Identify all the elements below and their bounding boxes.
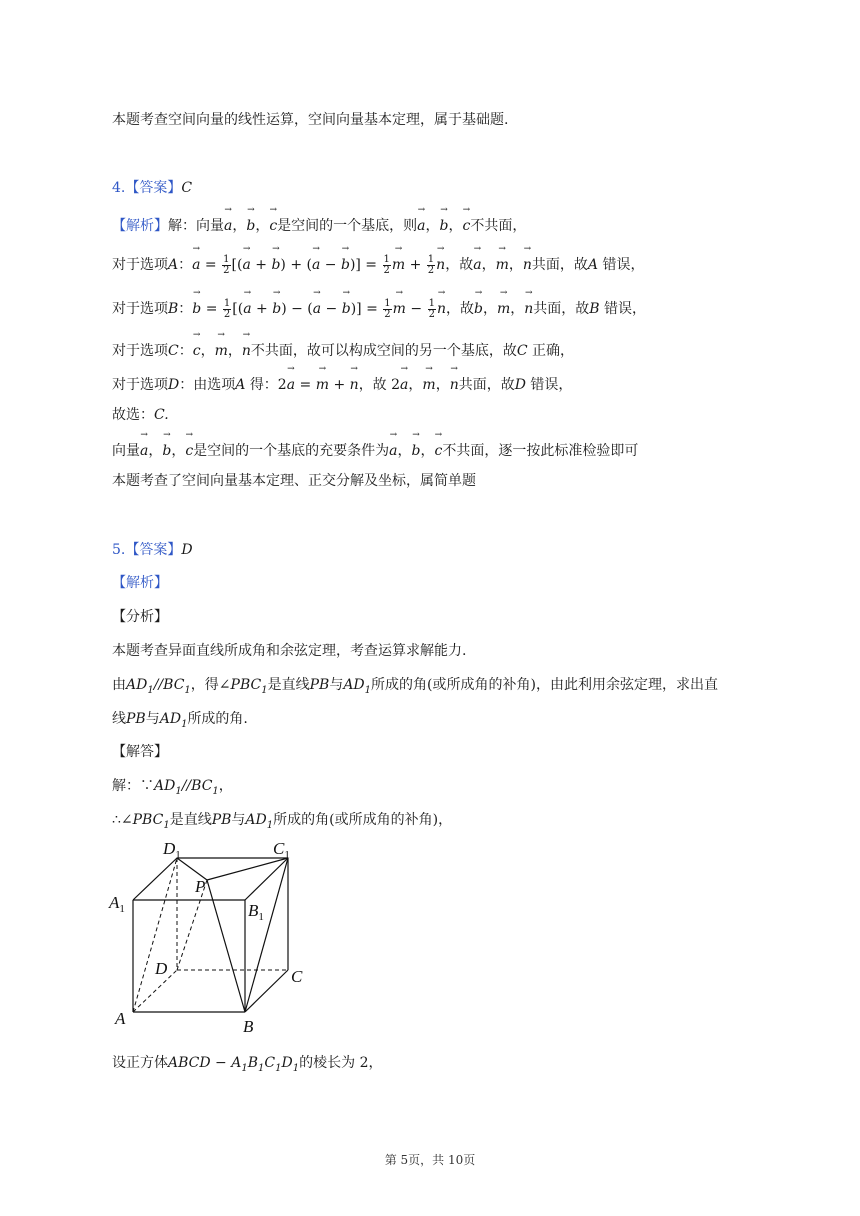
text: 对于选项 bbox=[112, 301, 168, 317]
text: 错误， bbox=[530, 377, 573, 393]
q4-answer-tag: 【答案】 bbox=[125, 180, 182, 196]
q5-jieda-tag: 【解答】 bbox=[112, 744, 168, 760]
text: 是空间的一个基底的充要条件为 bbox=[193, 443, 390, 459]
label-c: C bbox=[291, 967, 303, 986]
q5-line2: 线PB与$AD_1$所成的角. bbox=[112, 711, 248, 730]
label-p: P bbox=[195, 877, 206, 896]
text: A bbox=[168, 257, 179, 273]
text: C bbox=[168, 343, 179, 359]
label-c1: $C_1$ bbox=[273, 839, 290, 861]
text: 不共面，故可以构成空间的另一个基底，故 bbox=[250, 343, 517, 359]
q5-answer: D bbox=[181, 542, 193, 558]
q5-line1: 由$AD_1//BC_1$，得$\angle PBC_1$是直线PB与$AD_1$所成的角(或所成角的补角)，由此利用余弦定理，求出直 bbox=[112, 677, 718, 696]
text: ：由选项 bbox=[179, 377, 236, 393]
label-d1: $D_1$ bbox=[163, 839, 181, 861]
q5-last-line: 设正方体ABCD − $A_1B_1C_1D_1$的棱长为 2， bbox=[112, 1055, 383, 1074]
q5-number: 5. bbox=[112, 542, 126, 558]
text: B bbox=[168, 301, 179, 317]
text: 线 bbox=[112, 711, 126, 727]
text: 解：∵ bbox=[112, 778, 154, 794]
label-b: B bbox=[243, 1017, 254, 1036]
q4-analysis-intro: 【解析】解：向量→ a，→ b，→ c是空间的一个基底，则→ a，→ b，→ c不共面， bbox=[112, 212, 526, 236]
q5-answer-line bbox=[112, 540, 193, 560]
segment-bc1 bbox=[245, 858, 288, 1012]
text: ，得∠ bbox=[190, 677, 231, 693]
q4-option-d: 对于选项D：由选项A 得：2→ a = → m + → n，故 2→ a，→ m，→ n共面，故D 错误， bbox=[112, 371, 572, 395]
text: 与 bbox=[329, 677, 344, 693]
text: 共面，故 bbox=[533, 301, 590, 317]
text: B bbox=[589, 301, 600, 317]
q4-option-a: 对于选项A：→ a = $\frac{1}{2}$ [(→ a + → b) + (→ a − → b)] = $\frac{1}{2}$ → m + $\frac{1}{2}$ → n，故→ a，→ m，→ n共面，故A 错误， bbox=[112, 251, 644, 276]
text: 由 bbox=[112, 677, 126, 693]
text: C bbox=[516, 343, 528, 359]
text: 是直线 bbox=[267, 677, 310, 693]
text: D bbox=[168, 377, 180, 393]
text: 的棱长为 2， bbox=[299, 1055, 383, 1071]
q4-selection bbox=[112, 405, 169, 425]
text: 设正方体 bbox=[112, 1055, 168, 1071]
q5-solution-1: 解：$\because AD_1//BC_1$， bbox=[112, 778, 233, 797]
q4-answer-line bbox=[112, 178, 192, 198]
text: 不共面， bbox=[470, 218, 527, 234]
text: 解：向量 bbox=[168, 218, 224, 234]
text: 对于选项 bbox=[112, 377, 168, 393]
text: 向量 bbox=[112, 443, 140, 459]
q4-analysis-tag: 【解析】 bbox=[112, 218, 168, 234]
q3-summary: 本题考查空间向量的线性运算，空间向量基本定理，属于基础题. bbox=[112, 112, 509, 128]
q5-fenxi-tag: 【分析】 bbox=[112, 609, 168, 625]
text: 不共面，逐一按此标准检验即可 bbox=[442, 443, 639, 459]
text: 所成的角. bbox=[187, 711, 248, 727]
text: 对于选项 bbox=[112, 257, 168, 273]
q4-answer: C bbox=[181, 180, 193, 196]
text: 共面，故 bbox=[531, 257, 588, 273]
q4-condition: 向量→ a，→ b，→ c是空间的一个基底的充要条件为→ a，→ b，→ c不共面，逐一按此标准检验即可 bbox=[112, 437, 638, 461]
text: 所成的角(或所成角的补角)， bbox=[273, 812, 453, 828]
text: 共面，故 bbox=[458, 377, 515, 393]
page-footer: 第 5页，共 10页 bbox=[384, 1153, 476, 1167]
text: 错误， bbox=[604, 301, 647, 317]
text: A bbox=[587, 257, 598, 273]
cube-figure bbox=[105, 836, 315, 1040]
hidden-segment-ad1 bbox=[133, 858, 177, 1012]
text: 对于选项 bbox=[112, 343, 168, 359]
segment-pc1 bbox=[207, 858, 288, 880]
q4-number: 4. bbox=[112, 180, 126, 196]
q5-analysis-tag: 【解析】 bbox=[112, 575, 168, 591]
text: 得：2 bbox=[249, 377, 287, 393]
text: D bbox=[514, 377, 526, 393]
label-a1: $A_1$ bbox=[109, 893, 125, 915]
text: 与 bbox=[145, 711, 160, 727]
text: A bbox=[235, 377, 246, 393]
q5-solution-2: $\therefore\angle PBC_1$是直线PB与$AD_1$所成的角(或所成角的补角)， bbox=[112, 812, 453, 831]
q5-answer-tag: 【答案】 bbox=[125, 542, 182, 558]
text: 所成的角(或所成角的补角)，由此利用余弦定理，求出直 bbox=[371, 677, 718, 693]
q4-option-c: 对于选项C：→ c，→ m，→ n不共面，故可以构成空间的另一个基底，故C 正确， bbox=[112, 337, 574, 361]
text: ，故 2 bbox=[358, 377, 401, 393]
text: ，故 bbox=[445, 257, 474, 273]
label-d: D bbox=[155, 959, 168, 978]
edge-a1d1 bbox=[133, 858, 177, 900]
text: 故选： bbox=[112, 407, 154, 423]
q5-fenxi-text: 本题考查异面直线所成角和余弦定理，考查运算求解能力. bbox=[112, 643, 467, 659]
text: 是空间的一个基底，则 bbox=[277, 218, 418, 234]
text: 是直线 bbox=[169, 812, 212, 828]
label-b1: $B_1$ bbox=[248, 901, 264, 923]
text: C. bbox=[154, 407, 169, 423]
label-a: A bbox=[115, 1009, 126, 1028]
text: 错误， bbox=[602, 257, 645, 273]
text: 正确， bbox=[532, 343, 575, 359]
text: ∴∠ bbox=[112, 812, 133, 828]
text: ，故 bbox=[445, 301, 474, 317]
text: 与 bbox=[231, 812, 246, 828]
q4-option-b: 对于选项B：→ b = $\frac{1}{2}$ [(→ a + → b) − (→ a − → b)] = $\frac{1}{2}$ → m − $\frac{1}{2}$ → n，故→ b，→ m，→ n共面，故B 错误， bbox=[112, 295, 646, 320]
q4-summary: 本题考查了空间向量基本定理、正交分解及坐标，属简单题 bbox=[112, 473, 476, 489]
